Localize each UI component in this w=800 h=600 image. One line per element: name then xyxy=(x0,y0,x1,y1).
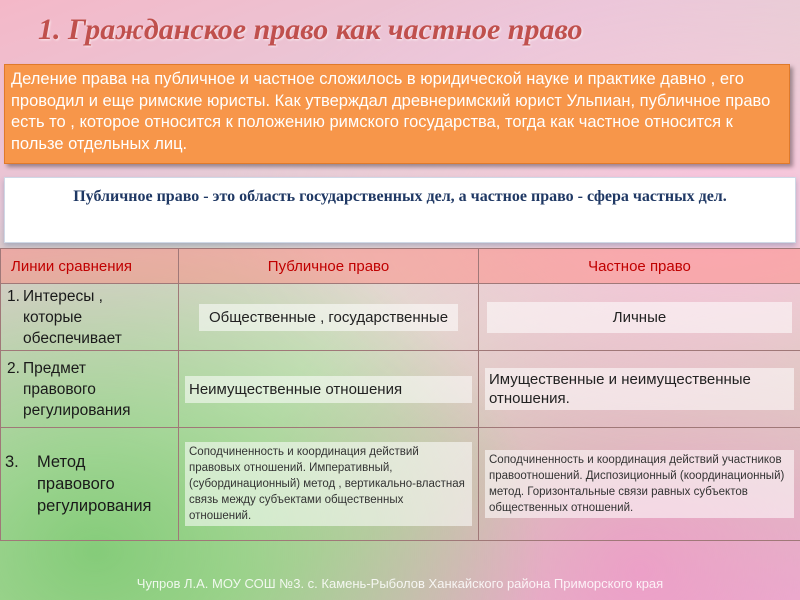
private-law-cell xyxy=(479,428,800,541)
private-law-cell xyxy=(479,351,800,428)
definition-box: Публичное право - это область государственных дел, а частное право - сфера частных дел. xyxy=(4,177,796,243)
table-header-row xyxy=(1,249,800,284)
row-label: Интересы , которые обеспечивает xyxy=(23,287,122,347)
row-number: 2. xyxy=(7,359,20,377)
comparison-table xyxy=(0,248,800,541)
public-law-cell xyxy=(179,351,479,428)
row-label-cell xyxy=(1,284,179,351)
private-law-cell xyxy=(479,284,800,351)
public-law-value: Соподчиненность и координация действий правовых отношений. Императивный, (субординационный) метод , вертикально-властная связь между субъектами общественных отношений. xyxy=(185,442,472,526)
table-row xyxy=(1,351,800,428)
public-law-value: Общественные , государственные xyxy=(199,304,458,331)
public-law-cell xyxy=(179,428,479,541)
row-number: 1. xyxy=(7,287,20,305)
header-private-law: Частное право xyxy=(479,249,800,284)
row-number: 3. xyxy=(5,453,19,471)
header-comparison-lines: Линии сравнения xyxy=(1,249,179,284)
private-law-value: Соподчиненность и координация действий участников правоотношений. Диспозиционный (координационный) метод. Горизонтальные связи равных субъектов общественных отношений. xyxy=(485,450,794,518)
row-label: Метод правового регулирования xyxy=(37,453,152,515)
table-row xyxy=(1,284,800,351)
row-label: Предмет правового регулирования xyxy=(23,359,131,419)
footer-credit: Чупров Л.А. МОУ СОШ №3. с. Камень-Рыболов Ханкайского района Приморского края xyxy=(136,576,664,591)
public-law-value: Неимущественные отношения xyxy=(185,376,472,403)
public-law-cell xyxy=(179,284,479,351)
row-label-cell xyxy=(1,428,179,541)
header-public-law: Публичное право xyxy=(179,249,479,284)
row-label-cell xyxy=(1,351,179,428)
intro-text-box: Деление права на публичное и частное сложилось в юридической науке и практике давно , его проводил и еще римские юристы. Как утверждал древнеримский юрист Ульпиан, публичное право есть то , которое относится к положению римского государства, тогда как частное относится к пользе отдельных лиц. xyxy=(4,64,790,164)
private-law-value: Личные xyxy=(487,302,792,333)
private-law-value: Имущественные и неимущественные отношения. xyxy=(485,368,794,410)
slide-title: 1. Гражданское право как частное право xyxy=(38,13,583,46)
table-row xyxy=(1,428,800,541)
